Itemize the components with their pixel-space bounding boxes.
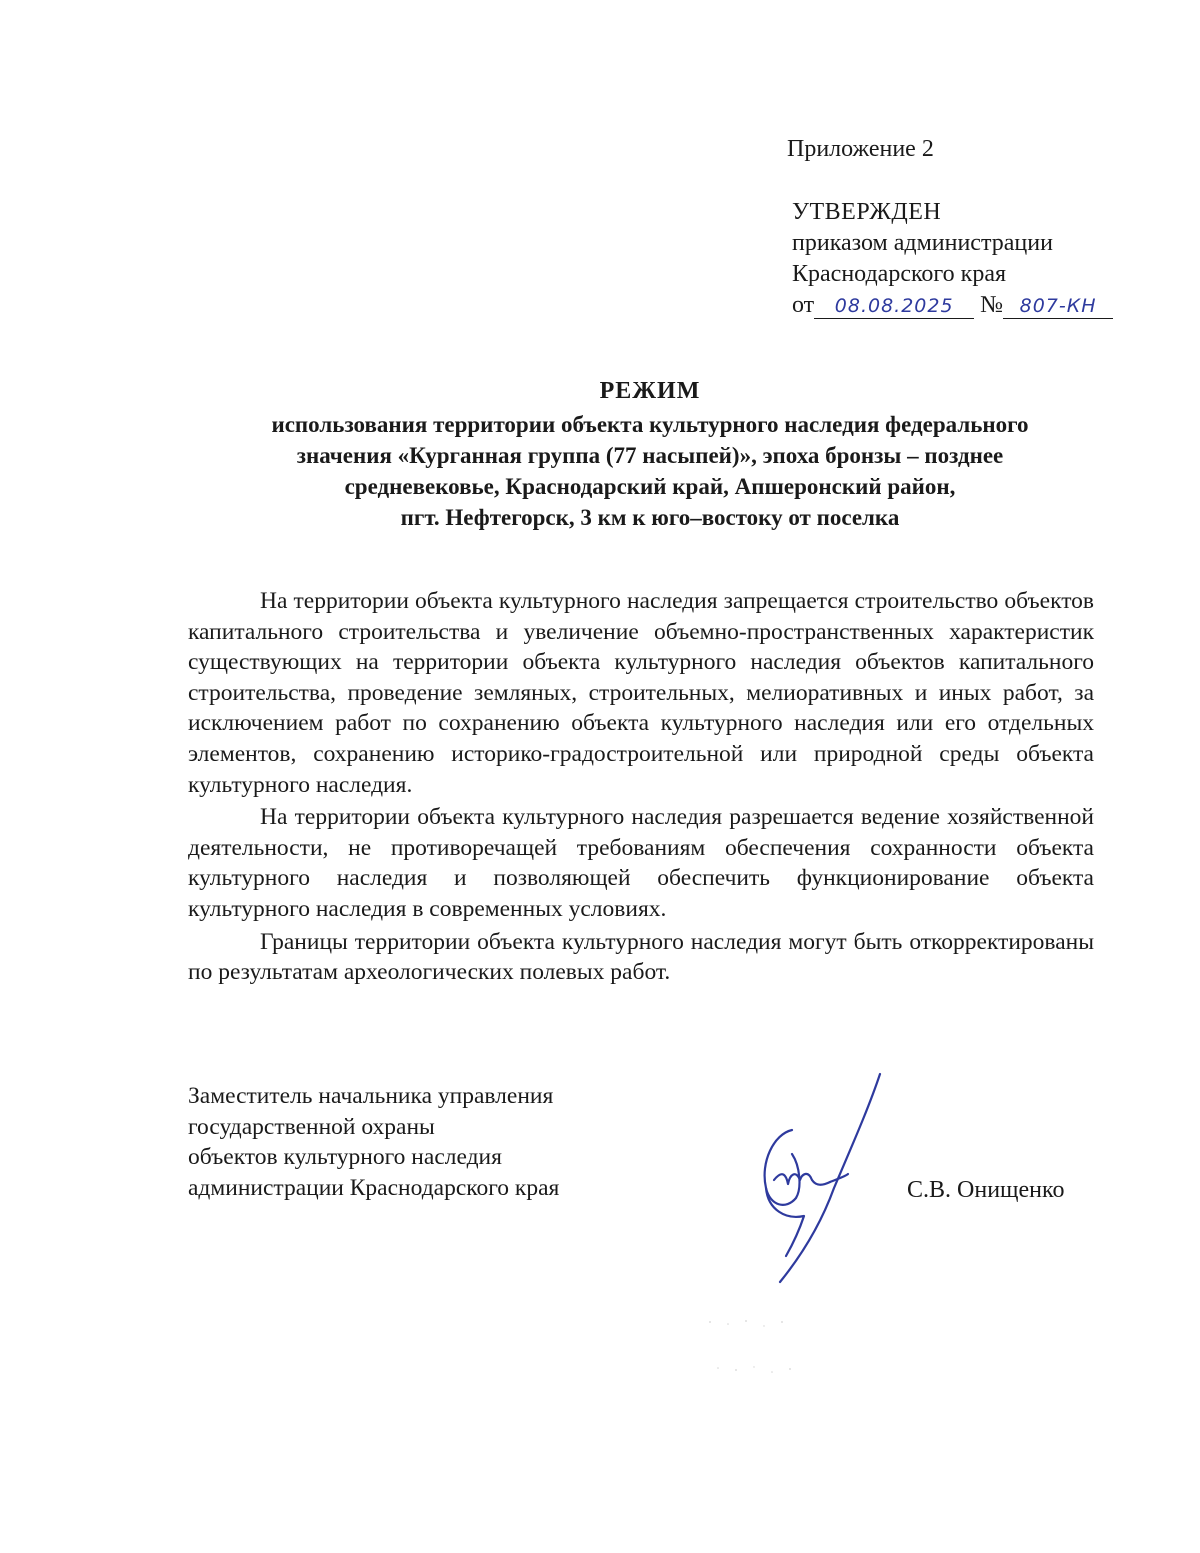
document-body [188,586,1094,990]
handwritten-signature [730,1070,910,1290]
approval-date-line [792,290,1113,321]
document-title [150,378,1150,533]
approval-title: УТВЕРЖДЕН [792,199,942,225]
date-prefix: от [792,292,815,318]
approval-block [792,197,1113,321]
document-title-subtitle [150,409,1150,533]
signer-position [188,1081,559,1203]
signer-line-3: объектов культурного наследия [188,1144,502,1170]
appendix-label: Приложение 2 [787,136,934,162]
handwritten-date: 08.08.2025 [814,294,974,319]
signer-line-2: государственной охраны [188,1113,435,1140]
approval-line-2: Краснодарского края [792,261,1007,287]
subtitle-line-2: значения «Курганная группа (77 насыпей)», эпоха бронзы – позднее [296,443,1004,468]
subtitle-line-3: средневековье, Краснодарский край, Апшеронский район, [344,474,956,499]
scan-specks [700,1310,820,1390]
subtitle-line-4: пгт. Нефтегорск, 3 км к юго–востоку от поселка [400,505,900,530]
subtitle-line-1: использования территории объекта культурного наследия федерального [271,412,1029,437]
number-prefix: № [980,292,1004,318]
signer-line-4: администрации Краснодарского края [188,1174,560,1201]
body-paragraph-1: На территории объекта культурного наследия запрещается строительство объектов капитального строительства и увеличение объемно-пространственных характеристик существующих на территории объекта культурного наследия объектов капитального строительства, проведение земляных, строительных, мелиоративных и иных работ, за исключением работ по сохранению объекта культурного наследия или его отдельных элементов, сохранению историко-градостроительной или природной среды объекта культурного наследия. [188,588,1094,798]
approval-line-1: приказом администрации [792,230,1053,256]
signer-line-1: Заместитель начальника управления [188,1083,554,1109]
handwritten-number: 807-КН [1003,294,1113,319]
document-title-main: РЕЖИМ [599,378,701,404]
body-paragraph-3: Границы территории объекта культурного наследия могут быть откорректированы по результатам археологических полевых работ. [188,928,1094,986]
signer-name: С.В. Онищенко [907,1177,1065,1203]
body-paragraph-2: На территории объекта культурного наследия разрешается ведение хозяйственной деятельности, не противоречащей требованиям обеспечения сохранности объекта культурного наследия и позволяющей обеспечить функционирование объекта культурного наследия в современных условиях. [188,804,1094,922]
